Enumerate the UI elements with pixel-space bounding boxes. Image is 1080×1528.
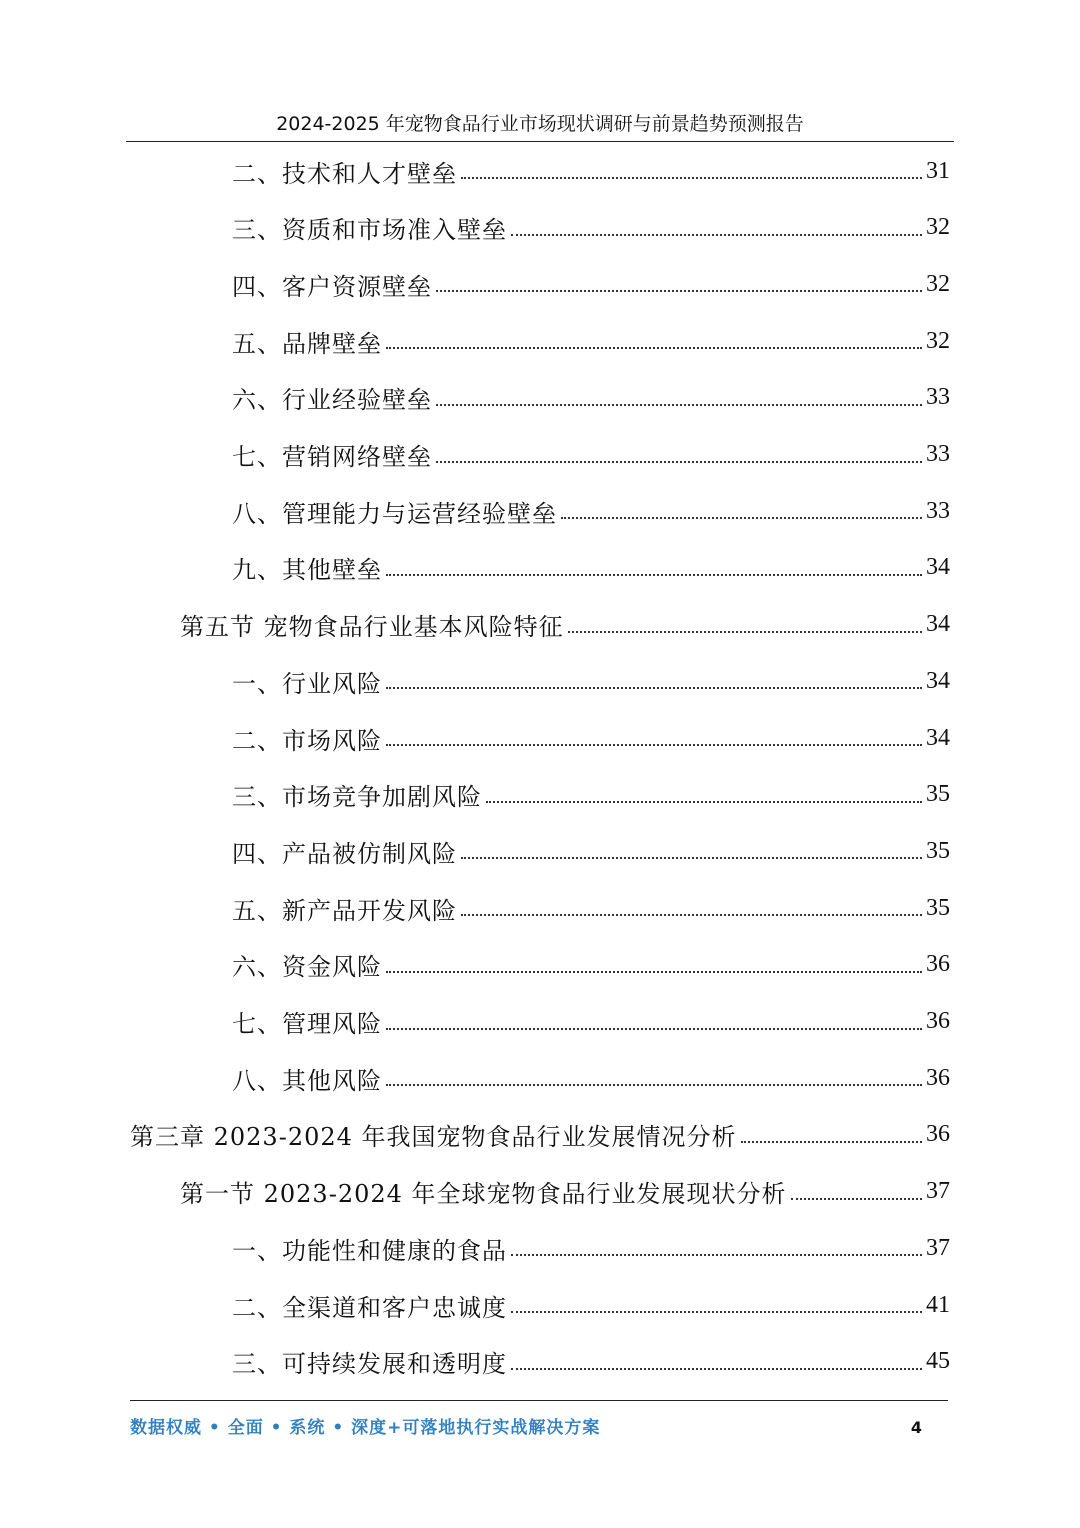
toc-entry-page: 37 [926, 1234, 950, 1261]
toc-entry[interactable] [232, 937, 950, 993]
toc-entry[interactable] [232, 427, 950, 483]
toc-dot-leader [511, 1368, 922, 1370]
toc-entry[interactable] [232, 710, 950, 766]
toc-entry-title: 第五节 宠物食品行业基本风险特征 [180, 613, 564, 642]
toc-entry-title: 二、技术和人才壁垒 [232, 159, 457, 188]
toc-dot-leader [511, 1254, 922, 1256]
toc-entry-title: 三、可持续发展和透明度 [232, 1350, 507, 1379]
toc-dot-leader [436, 404, 922, 406]
toc-dot-leader [386, 971, 922, 973]
toc-entry-page: 34 [926, 554, 950, 581]
toc-dot-leader [561, 517, 922, 519]
toc-entry-page: 35 [926, 781, 950, 808]
toc-entry-title: 第三章 2023-2024 年我国宠物食品行业发展情况分析 [130, 1123, 737, 1152]
toc-dot-leader [741, 1141, 922, 1143]
toc-entry-page: 33 [926, 441, 950, 467]
toc-entry-title: 五、新产品开发风险 [232, 896, 457, 925]
toc-dot-leader [386, 744, 922, 746]
toc-entry[interactable] [232, 370, 950, 426]
toc-entry-page: 45 [926, 1348, 950, 1375]
toc-entry-title: 二、全渠道和客户忠诚度 [232, 1293, 507, 1322]
toc-entry-page: 32 [926, 270, 950, 297]
toc-entry[interactable] [232, 483, 950, 539]
toc-entry-title: 七、营销网络壁垒 [232, 443, 432, 471]
toc-entry[interactable] [232, 540, 950, 596]
toc-entry[interactable] [232, 200, 950, 256]
toc-entry-title: 六、资金风险 [232, 953, 382, 982]
toc-entry[interactable] [180, 1164, 950, 1220]
toc-entry[interactable] [232, 143, 950, 199]
toc-entry[interactable] [232, 767, 950, 823]
toc-entry-page: 32 [926, 327, 950, 354]
toc-entry-page: 35 [926, 837, 950, 864]
toc-dot-leader [511, 1311, 922, 1313]
toc-entry[interactable] [232, 1220, 950, 1276]
toc-dot-leader [791, 1198, 922, 1200]
toc-entry-title: 四、客户资源壁垒 [232, 272, 432, 301]
toc-entry-page: 36 [926, 1121, 950, 1148]
toc-entry[interactable] [232, 994, 950, 1050]
toc-dot-leader [436, 290, 922, 292]
toc-entry[interactable] [232, 313, 950, 369]
toc-entry-title: 七、管理风险 [232, 1010, 382, 1038]
toc-entry[interactable] [180, 597, 950, 653]
toc-dot-leader [386, 1028, 922, 1030]
toc-entry-title: 第一节 2023-2024 年全球宠物食品行业发展现状分析 [180, 1180, 787, 1209]
toc-entry[interactable] [232, 880, 950, 936]
toc-entry-title: 八、其他风险 [232, 1066, 382, 1095]
toc-entry-page: 36 [926, 951, 950, 978]
toc-entry-page: 36 [926, 1008, 950, 1034]
page-header: 2024-2025 年宠物食品行业市场现状调研与前景趋势预测报告 [276, 113, 804, 135]
toc-entry-page: 33 [926, 497, 950, 524]
toc-dot-leader [461, 857, 922, 859]
toc-dot-leader [386, 574, 922, 576]
toc-entry-title: 八、管理能力与运营经验壁垒 [232, 499, 557, 528]
toc-entry-title: 六、行业经验壁垒 [232, 386, 432, 415]
toc-entry-title: 四、产品被仿制风险 [232, 839, 457, 868]
toc-entry[interactable] [232, 1334, 950, 1390]
toc-entry-title: 三、市场竞争加剧风险 [232, 783, 482, 812]
toc-dot-leader [386, 687, 922, 689]
toc-entry-title: 九、其他壁垒 [232, 556, 382, 585]
toc-entry-title: 二、市场风险 [232, 726, 382, 755]
toc-entry-page: 36 [926, 1064, 950, 1091]
toc-dot-leader [486, 801, 922, 803]
toc-entry[interactable] [232, 653, 950, 709]
toc-dot-leader [386, 1084, 922, 1086]
toc-dot-leader [436, 461, 922, 463]
header-divider [126, 141, 954, 142]
toc-dot-leader [386, 347, 922, 349]
toc-entry[interactable] [130, 1107, 950, 1163]
toc-entry-page: 37 [926, 1178, 950, 1205]
toc-entry-page: 32 [926, 214, 950, 241]
toc-entry-page: 34 [926, 611, 950, 638]
toc-entry-page: 34 [926, 667, 950, 694]
toc-entry[interactable] [232, 823, 950, 879]
toc-entry[interactable] [232, 1277, 950, 1333]
toc-entry-title: 一、行业风险 [232, 669, 382, 698]
toc-dot-leader [511, 234, 922, 236]
toc-dot-leader [568, 631, 922, 633]
toc-entry[interactable] [232, 1050, 950, 1106]
toc-dot-leader [461, 914, 922, 916]
toc-dot-leader [461, 177, 922, 179]
toc-entry[interactable] [232, 256, 950, 312]
footer-slogan: 数据权威 • 全面 • 系统 • 深度+可落地执行实战解决方案 [130, 1418, 601, 1438]
footer-divider [130, 1400, 948, 1401]
toc-entry-page: 31 [926, 157, 950, 184]
toc-entry-page: 34 [926, 724, 950, 751]
toc-entry-page: 33 [926, 384, 950, 411]
page-number: 4 [910, 1418, 922, 1437]
toc-entry-title: 一、功能性和健康的食品 [232, 1236, 507, 1265]
toc-entry-title: 五、品牌壁垒 [232, 329, 382, 358]
toc-entry-title: 三、资质和市场准入壁垒 [232, 216, 507, 245]
toc-entry-page: 41 [926, 1291, 950, 1318]
toc-entry-page: 35 [926, 894, 950, 921]
